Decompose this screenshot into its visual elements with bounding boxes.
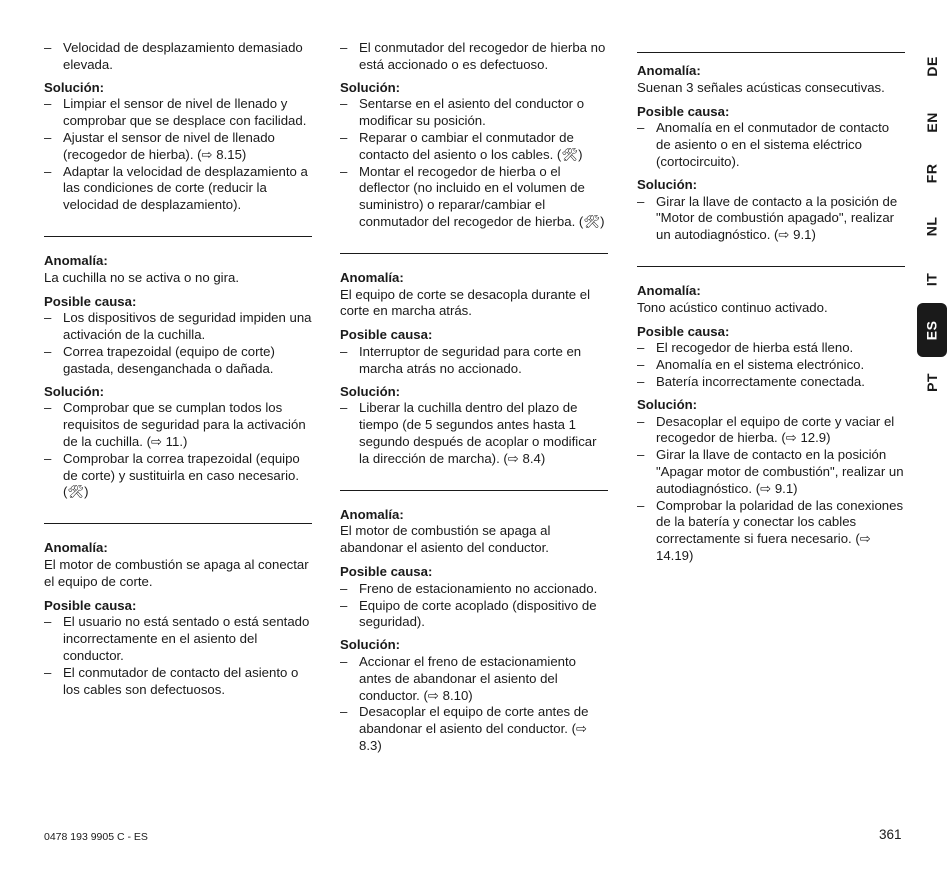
tab-de[interactable]	[917, 42, 947, 90]
tab-label: NL	[923, 216, 940, 236]
list-item: – Los dispositivos de seguridad impiden una activación de la cuchilla.	[44, 310, 312, 344]
solution-list	[44, 400, 312, 501]
list-item: – Girar la llave de contacto a la posición de "Motor de combustión apagado", realizar un autodiagnóstico. (⇨ 9.1)	[637, 194, 905, 244]
section-divider	[637, 52, 905, 53]
list-item: – El conmutador del recogedor de hierba no está accionado o es defectuoso.	[340, 40, 608, 74]
list-item: – Comprobar la polaridad de las conexiones de la batería y conectar los cables correctamente si fuera necesario. (⇨ 14.19)	[637, 498, 905, 565]
page-number: 361	[879, 827, 902, 842]
list-item: – Batería incorrectamente conectada.	[637, 374, 905, 391]
list-item: – Adaptar la velocidad de desplazamiento a las condiciones de corte (reducir la velocidad de desplazamiento).	[44, 164, 312, 214]
list-item: – Montar el recogedor de hierba o el deflector (no incluido en el volumen de suministro) o reparar/cambiar el conmutador del recogedor de hierba. (🛠)	[340, 164, 608, 231]
intro-list	[340, 40, 608, 74]
anomaly-text: El equipo de corte se desacopla durante el corte en marcha atrás.	[340, 286, 591, 319]
cause-heading: Posible causa:	[637, 103, 730, 119]
list-item: – El recogedor de hierba está lleno.	[637, 340, 905, 357]
tab-label: ES	[923, 320, 940, 340]
tab-label: DE	[923, 55, 940, 77]
cause-list	[340, 344, 608, 378]
solution-list	[637, 194, 905, 244]
solution-list	[340, 654, 608, 755]
cause-list	[44, 614, 312, 698]
list-item: – Anomalía en el conmutador de contacto de asiento o en el sistema eléctrico (cortocircuito).	[637, 120, 905, 170]
solution-list	[340, 400, 608, 467]
list-item: – Freno de estacionamiento no accionado.	[340, 581, 608, 598]
section-divider	[637, 266, 905, 267]
tab-label: PT	[923, 372, 940, 392]
solution-list	[44, 96, 312, 214]
list-item: – Reparar o cambiar el conmutador de contacto del asiento o los cables. (🛠)	[340, 130, 608, 164]
intro-list	[44, 40, 312, 74]
solution-list	[637, 414, 905, 565]
anomaly-heading: Anomalía:	[340, 269, 404, 285]
anomaly-heading: Anomalía:	[340, 506, 404, 522]
cause-list	[637, 340, 905, 390]
column-1	[44, 40, 312, 698]
list-item: – Desacoplar el equipo de corte y vaciar el recogedor de hierba. (⇨ 12.9)	[637, 414, 905, 448]
anomaly-text: Suenan 3 señales acústicas consecutivas.	[637, 79, 885, 95]
list-item: – El conmutador de contacto del asiento o los cables son defectuosos.	[44, 665, 312, 699]
list-item: – Comprobar la correa trapezoidal (equipo de corte) y sustituirla en caso necesario. (🛠)	[44, 451, 312, 501]
list-item: – Girar la llave de contacto en la posición "Apagar motor de combustión", realizar un autodiagnóstico. (⇨ 9.1)	[637, 447, 905, 497]
solution-heading: Solución:	[637, 176, 698, 192]
document-code: 0478 193 9905 C - ES	[44, 831, 148, 843]
solution-list	[340, 96, 608, 230]
anomaly-heading: Anomalía:	[637, 282, 701, 298]
section-divider	[340, 490, 608, 491]
cause-heading: Posible causa:	[637, 323, 730, 339]
solution-heading: Solución:	[44, 79, 105, 95]
cause-heading: Posible causa:	[44, 597, 137, 613]
solution-heading: Solución:	[44, 383, 105, 399]
tab-pt[interactable]	[917, 358, 947, 406]
cause-list	[340, 581, 608, 631]
list-item: – Ajustar el sensor de nivel de llenado (recogedor de hierba). (⇨ 8.15)	[44, 130, 312, 164]
anomaly-heading: Anomalía:	[44, 540, 108, 556]
tab-it[interactable]	[917, 255, 947, 303]
cause-list	[44, 310, 312, 377]
anomaly-text: El motor de combustión se apaga al abandonar el asiento del conductor.	[340, 523, 551, 556]
section-divider	[340, 253, 608, 254]
cause-heading: Posible causa:	[340, 563, 433, 579]
column-2	[340, 40, 608, 755]
tab-es[interactable]	[917, 303, 947, 357]
tab-label: IT	[923, 272, 940, 286]
cause-list	[637, 120, 905, 170]
list-item: – Anomalía en el sistema electrónico.	[637, 357, 905, 374]
anomaly-heading: Anomalía:	[44, 252, 108, 268]
solution-heading: Solución:	[340, 637, 401, 653]
column-3	[637, 52, 905, 565]
cause-heading: Posible causa:	[340, 327, 433, 343]
list-item: – Interruptor de seguridad para corte en marcha atrás no accionado.	[340, 344, 608, 378]
list-item: – Velocidad de desplazamiento demasiado elevada.	[44, 40, 312, 74]
section-divider	[44, 523, 312, 524]
list-item: – Sentarse en el asiento del conductor o modificar su posición.	[340, 96, 608, 130]
list-item: – Liberar la cuchilla dentro del plazo de tiempo (de 5 segundos antes hasta 1 segundo después de acoplar o modificar la dirección de marcha). (⇨ 8.4)	[340, 400, 608, 467]
tab-nl[interactable]	[917, 202, 947, 250]
anomaly-text: Tono acústico continuo activado.	[637, 299, 828, 315]
list-item: – Accionar el freno de estacionamiento antes de abandonar el asiento del conductor. (⇨ 8.10)	[340, 654, 608, 704]
solution-heading: Solución:	[637, 396, 698, 412]
section-divider	[44, 236, 312, 237]
list-item: – Equipo de corte acoplado (dispositivo de seguridad).	[340, 598, 608, 632]
list-item: – El usuario no está sentado o está sentado incorrectamente en el asiento del conductor.	[44, 614, 312, 664]
tab-label: FR	[923, 163, 940, 183]
list-item: – Desacoplar el equipo de corte antes de abandonar el asiento del conductor. (⇨ 8.3)	[340, 704, 608, 754]
anomaly-text: El motor de combustión se apaga al conectar el equipo de corte.	[44, 556, 309, 589]
tab-fr[interactable]	[917, 149, 947, 197]
list-item: – Comprobar que se cumplan todos los requisitos de seguridad para la activación de la cuchilla. (⇨ 11.)	[44, 400, 312, 450]
cause-heading: Posible causa:	[44, 293, 137, 309]
solution-heading: Solución:	[340, 79, 401, 95]
anomaly-text: La cuchilla no se activa o no gira.	[44, 269, 239, 285]
tab-en[interactable]	[917, 98, 947, 146]
list-item: – Correa trapezoidal (equipo de corte) gastada, desenganchada o dañada.	[44, 344, 312, 378]
anomaly-heading: Anomalía:	[637, 63, 701, 78]
solution-heading: Solución:	[340, 383, 401, 399]
tab-label: EN	[923, 111, 940, 133]
list-item: – Limpiar el sensor de nivel de llenado y comprobar que se desplace con facilidad.	[44, 96, 312, 130]
